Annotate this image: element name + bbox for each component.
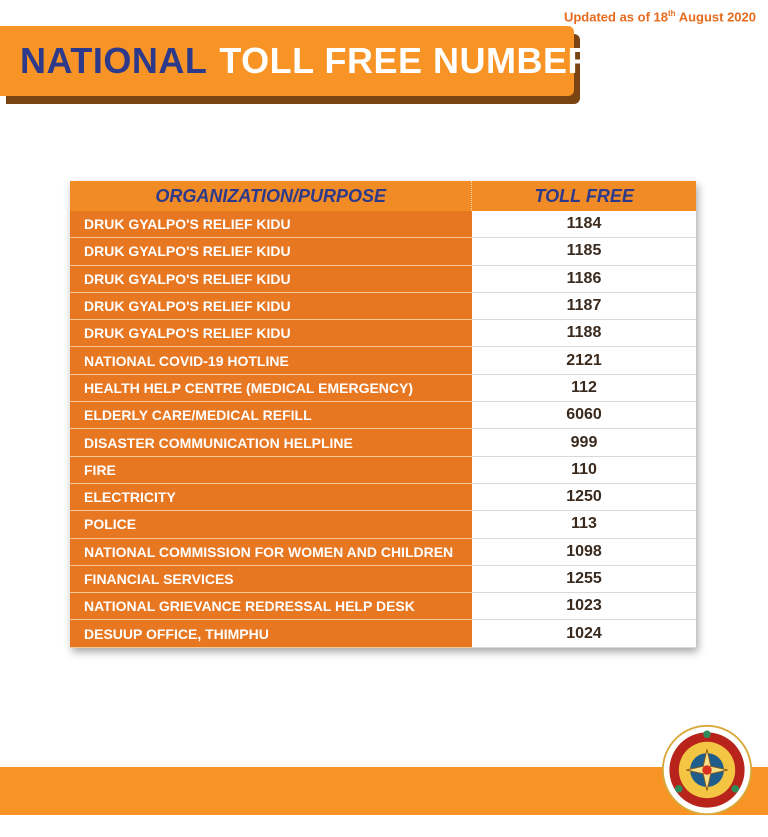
table-header <box>70 181 696 211</box>
table-row <box>70 484 696 511</box>
table-row <box>70 402 696 429</box>
table-row <box>70 593 696 620</box>
toll-free-table <box>70 181 696 648</box>
updated-date: Updated as of 18th August 2020 <box>563 9 756 25</box>
toll-free-number-cell: 1098 <box>472 539 696 566</box>
toll-free-number-cell: 6060 <box>472 402 696 429</box>
toll-free-number-cell: 1186 <box>472 266 696 293</box>
table-row <box>70 429 696 456</box>
toll-free-number-cell: 113 <box>472 511 696 538</box>
table-row <box>70 266 696 293</box>
toll-free-number-cell: 112 <box>472 375 696 402</box>
table-row <box>70 293 696 320</box>
organization-cell: DISASTER COMMUNICATION HELPLINE <box>70 429 472 456</box>
title-part-national: NATIONAL <box>20 40 208 81</box>
footer-bar <box>0 767 768 815</box>
column-header-organization: ORGANIZATION/PURPOSE <box>70 181 472 211</box>
toll-free-number-cell: 1184 <box>472 211 696 238</box>
toll-free-number-cell: 2121 <box>472 347 696 374</box>
organization-cell: DRUK GYALPO'S RELIEF KIDU <box>70 320 472 347</box>
table-row <box>70 347 696 374</box>
organization-cell: POLICE <box>70 511 472 538</box>
organization-cell: DRUK GYALPO'S RELIEF KIDU <box>70 238 472 265</box>
organization-cell: DRUK GYALPO'S RELIEF KIDU <box>70 211 472 238</box>
organization-cell: DRUK GYALPO'S RELIEF KIDU <box>70 266 472 293</box>
table-row <box>70 620 696 647</box>
organization-cell: FINANCIAL SERVICES <box>70 566 472 593</box>
toll-free-number-cell: 1023 <box>472 593 696 620</box>
title-banner <box>0 26 619 96</box>
column-header-toll-free: TOLL FREE <box>534 185 634 206</box>
toll-free-number-cell: 1255 <box>472 566 696 593</box>
organization-cell: DRUK GYALPO'S RELIEF KIDU <box>70 293 472 320</box>
toll-free-number-cell: 1024 <box>472 620 696 647</box>
page-title <box>20 40 619 82</box>
organization-cell: DESUUP OFFICE, THIMPHU <box>70 620 472 647</box>
toll-free-number-cell: 110 <box>472 457 696 484</box>
organization-cell: FIRE <box>70 457 472 484</box>
toll-free-number-cell: 1187 <box>472 293 696 320</box>
organization-cell: ELDERLY CARE/MEDICAL REFILL <box>70 402 472 429</box>
toll-free-number-cell: 1188 <box>472 320 696 347</box>
organization-cell: HEALTH HELP CENTRE (MEDICAL EMERGENCY) <box>70 375 472 402</box>
toll-free-number-cell: 1185 <box>472 238 696 265</box>
royal-emblem-icon <box>660 723 754 817</box>
toll-free-number-cell: 1250 <box>472 484 696 511</box>
table-row <box>70 238 696 265</box>
table-row <box>70 375 696 402</box>
organization-cell: NATIONAL COMMISSION FOR WOMEN AND CHILDREN <box>70 539 472 566</box>
table-body <box>70 211 696 648</box>
organization-cell: NATIONAL COVID-19 HOTLINE <box>70 347 472 374</box>
table-row <box>70 511 696 538</box>
title-part-toll-free: TOLL FREE NUMBERS <box>219 40 619 81</box>
table-row <box>70 211 696 238</box>
table-row <box>70 539 696 566</box>
table-row <box>70 320 696 347</box>
toll-free-number-cell: 999 <box>472 429 696 456</box>
table-row <box>70 457 696 484</box>
organization-cell: ELECTRICITY <box>70 484 472 511</box>
table-row <box>70 566 696 593</box>
organization-cell: NATIONAL GRIEVANCE REDRESSAL HELP DESK <box>70 593 472 620</box>
